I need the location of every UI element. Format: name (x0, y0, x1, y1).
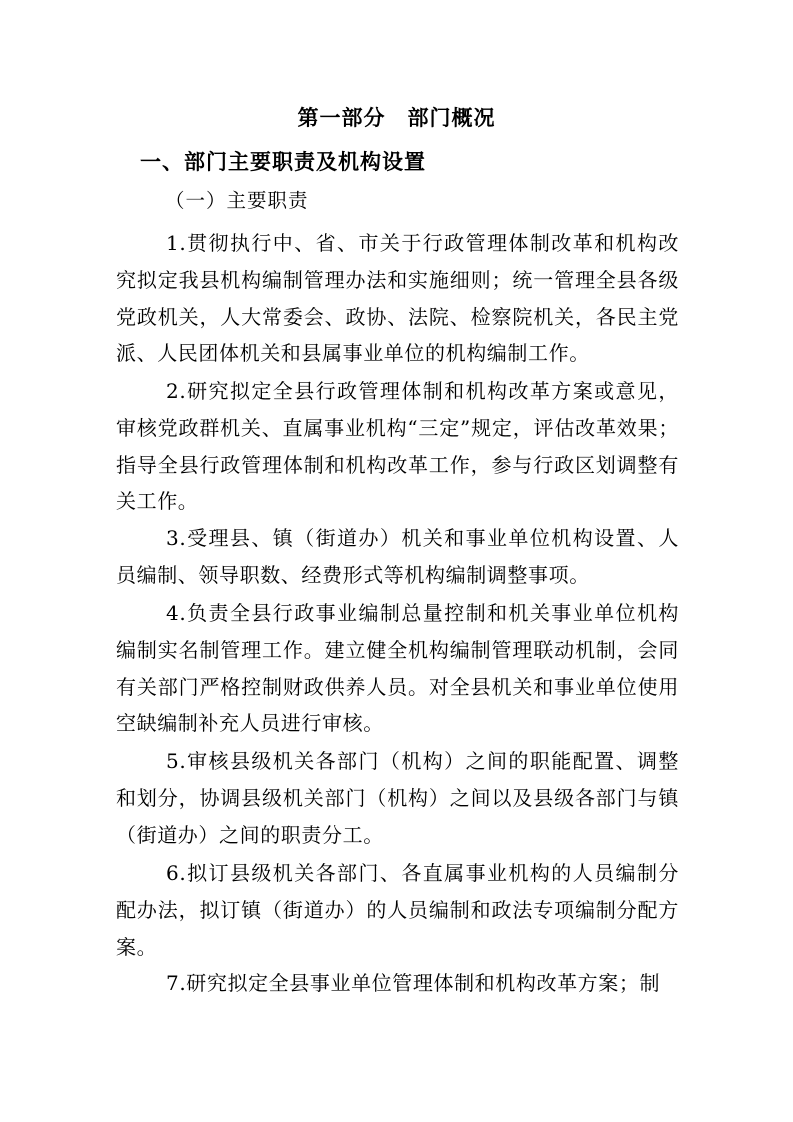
subheading: （一）主要职责 (165, 189, 309, 212)
paragraph-6: 6.拟订县级机关各部门、各直属事业机构的人员编制分配办法，拟订镇（街道办）的人员编制和政法专项编制分配方案。 (116, 861, 679, 959)
page-title: 第一部分 部门概况 (297, 105, 496, 130)
section-heading: 一、部门主要职责及机构设置 (140, 149, 426, 174)
paragraph-2: 2.研究拟定全县行政管理体制和机构改革方案或意见，审核党政群机关、直属事业机构“三定”规定，评估改革效果；指导全县行政管理体制和机构改革工作，参与行政区划调整有关工作。 (116, 379, 679, 514)
paragraph-4: 4.负责全县行政事业编制总量控制和机关事业单位机构编制实名制管理工作。建立健全机构编制管理联动机制，会同有关部门严格控制财政供养人员。对全县机关和事业单位使用空缺编制补充人员进行审核。 (116, 601, 679, 736)
paragraph-5: 5.审核县级机关各部门（机构）之间的职能配置、调整和划分，协调县级机关部门（机构）之间以及县级各部门与镇（街道办）之间的职责分工。 (116, 749, 679, 847)
paragraph-7: 7.研究拟定全县事业单位管理体制和机构改革方案；制 (166, 971, 661, 995)
paragraph-1: 1.贯彻执行中、省、市关于行政管理体制改革和机构改究拟定我县机构编制管理办法和实施细则；统一管理全县各级党政机关，人大常委会、政协、法院、检察院机关，各民主党派、人民团体机关和县属事业单位的机构编制工作。 (116, 231, 679, 366)
paragraph-3: 3.受理县、镇（街道办）机关和事业单位机构设置、人员编制、领导职数、经费形式等机构编制调整事项。 (116, 526, 679, 587)
